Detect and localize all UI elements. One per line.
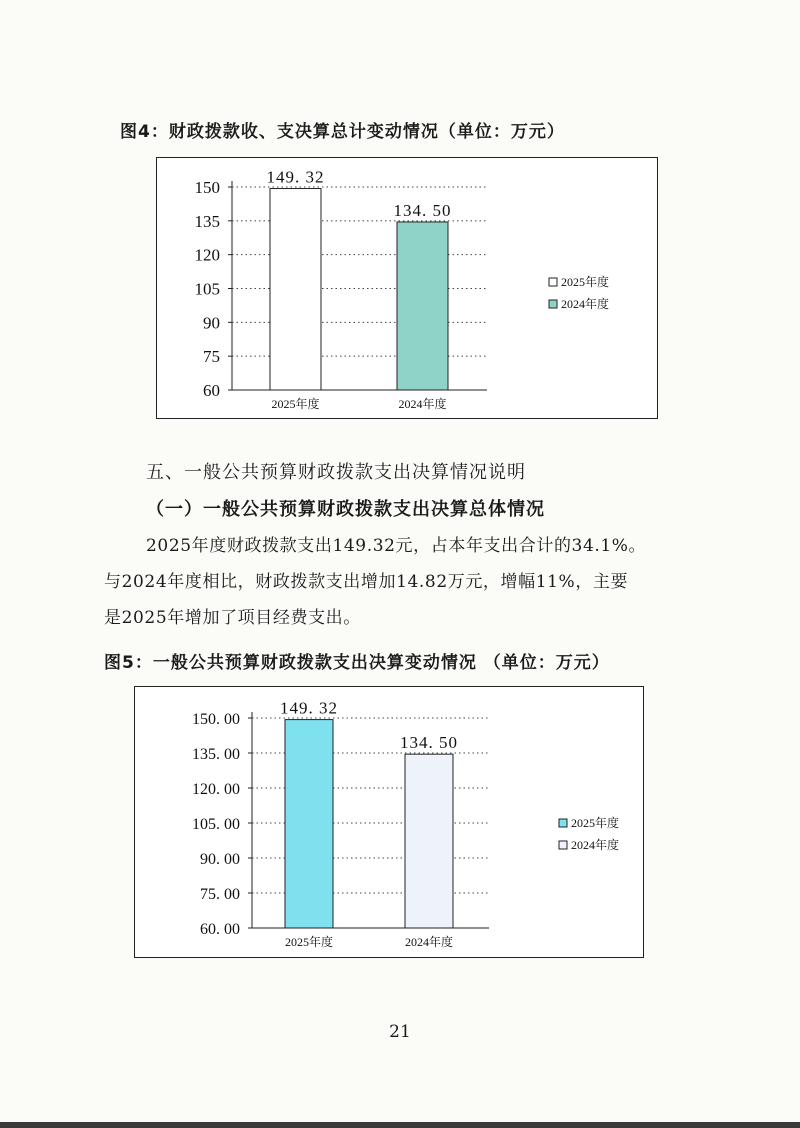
y-tick-label: 90 [203,313,220,333]
figure5-chart-svg [135,687,643,957]
x-category-label: 2024年度 [398,397,447,411]
paragraph-line-2: 与2024年度相比，财政拨款支出增加14.82万元，增幅11%，主要 [104,572,629,592]
legend-label: 2024年度 [571,838,620,852]
section-title: 五、一般公共预算财政拨款支出决算情况说明 [146,462,526,483]
legend-label: 2024年度 [561,297,610,311]
y-tick-label: 60 [203,381,220,400]
paragraph-line-1: 2025年度财政拨款支出149.32元，占本年支出合计的34.1%。 [146,536,647,556]
y-tick-label: 105 [194,279,220,299]
x-category-label: 2025年度 [284,935,334,949]
y-tick-label: 60. 00 [200,921,240,938]
y-tick-label: 135 [194,211,220,231]
bar-2 [397,222,448,390]
bar-1 [285,720,333,928]
y-tick-label: 90. 00 [200,851,240,868]
bar-value-label: 149. 32 [266,167,325,187]
y-tick-label: 120 [194,245,220,265]
legend-label: 2025年度 [571,816,620,830]
figure4-chart-svg [157,158,657,418]
bar-2 [405,754,453,928]
x-category-label: 2024年度 [404,935,454,949]
y-tick-label: 150 [194,178,220,197]
y-tick-label: 75 [203,347,220,367]
y-tick-label: 105. 00 [192,816,240,833]
bar-value-label: 134. 50 [393,200,452,220]
paragraph-line-3: 是2025年增加了项目经费支出。 [104,608,361,628]
legend-swatch-2 [559,841,567,849]
y-tick-label: 75. 00 [200,886,240,903]
bar-value-label: 134. 50 [400,733,458,753]
figure4-chart [156,157,658,419]
page-number: 21 [389,1022,411,1042]
bar-value-label: 149. 32 [280,698,338,718]
section-subtitle: （一）一般公共预算财政拨款支出决算总体情况 [146,499,545,520]
figure5-caption: 图5：一般公共预算财政拨款支出决算变动情况 （单位：万元） [104,653,610,673]
figure5-chart [134,686,644,958]
legend-swatch-1 [559,819,567,827]
y-tick-label: 135. 00 [192,746,240,763]
figure4-caption: 图4：财政拨款收、支决算总计变动情况（单位：万元） [120,122,565,142]
page-bottom-edge [0,1122,800,1128]
y-tick-label: 150. 00 [192,711,240,728]
legend-swatch-1 [549,278,557,286]
legend-swatch-2 [549,300,557,308]
legend-label: 2025年度 [561,275,610,289]
x-category-label: 2025年度 [271,397,320,411]
y-tick-label: 120. 00 [192,781,240,798]
bar-1 [270,189,321,390]
